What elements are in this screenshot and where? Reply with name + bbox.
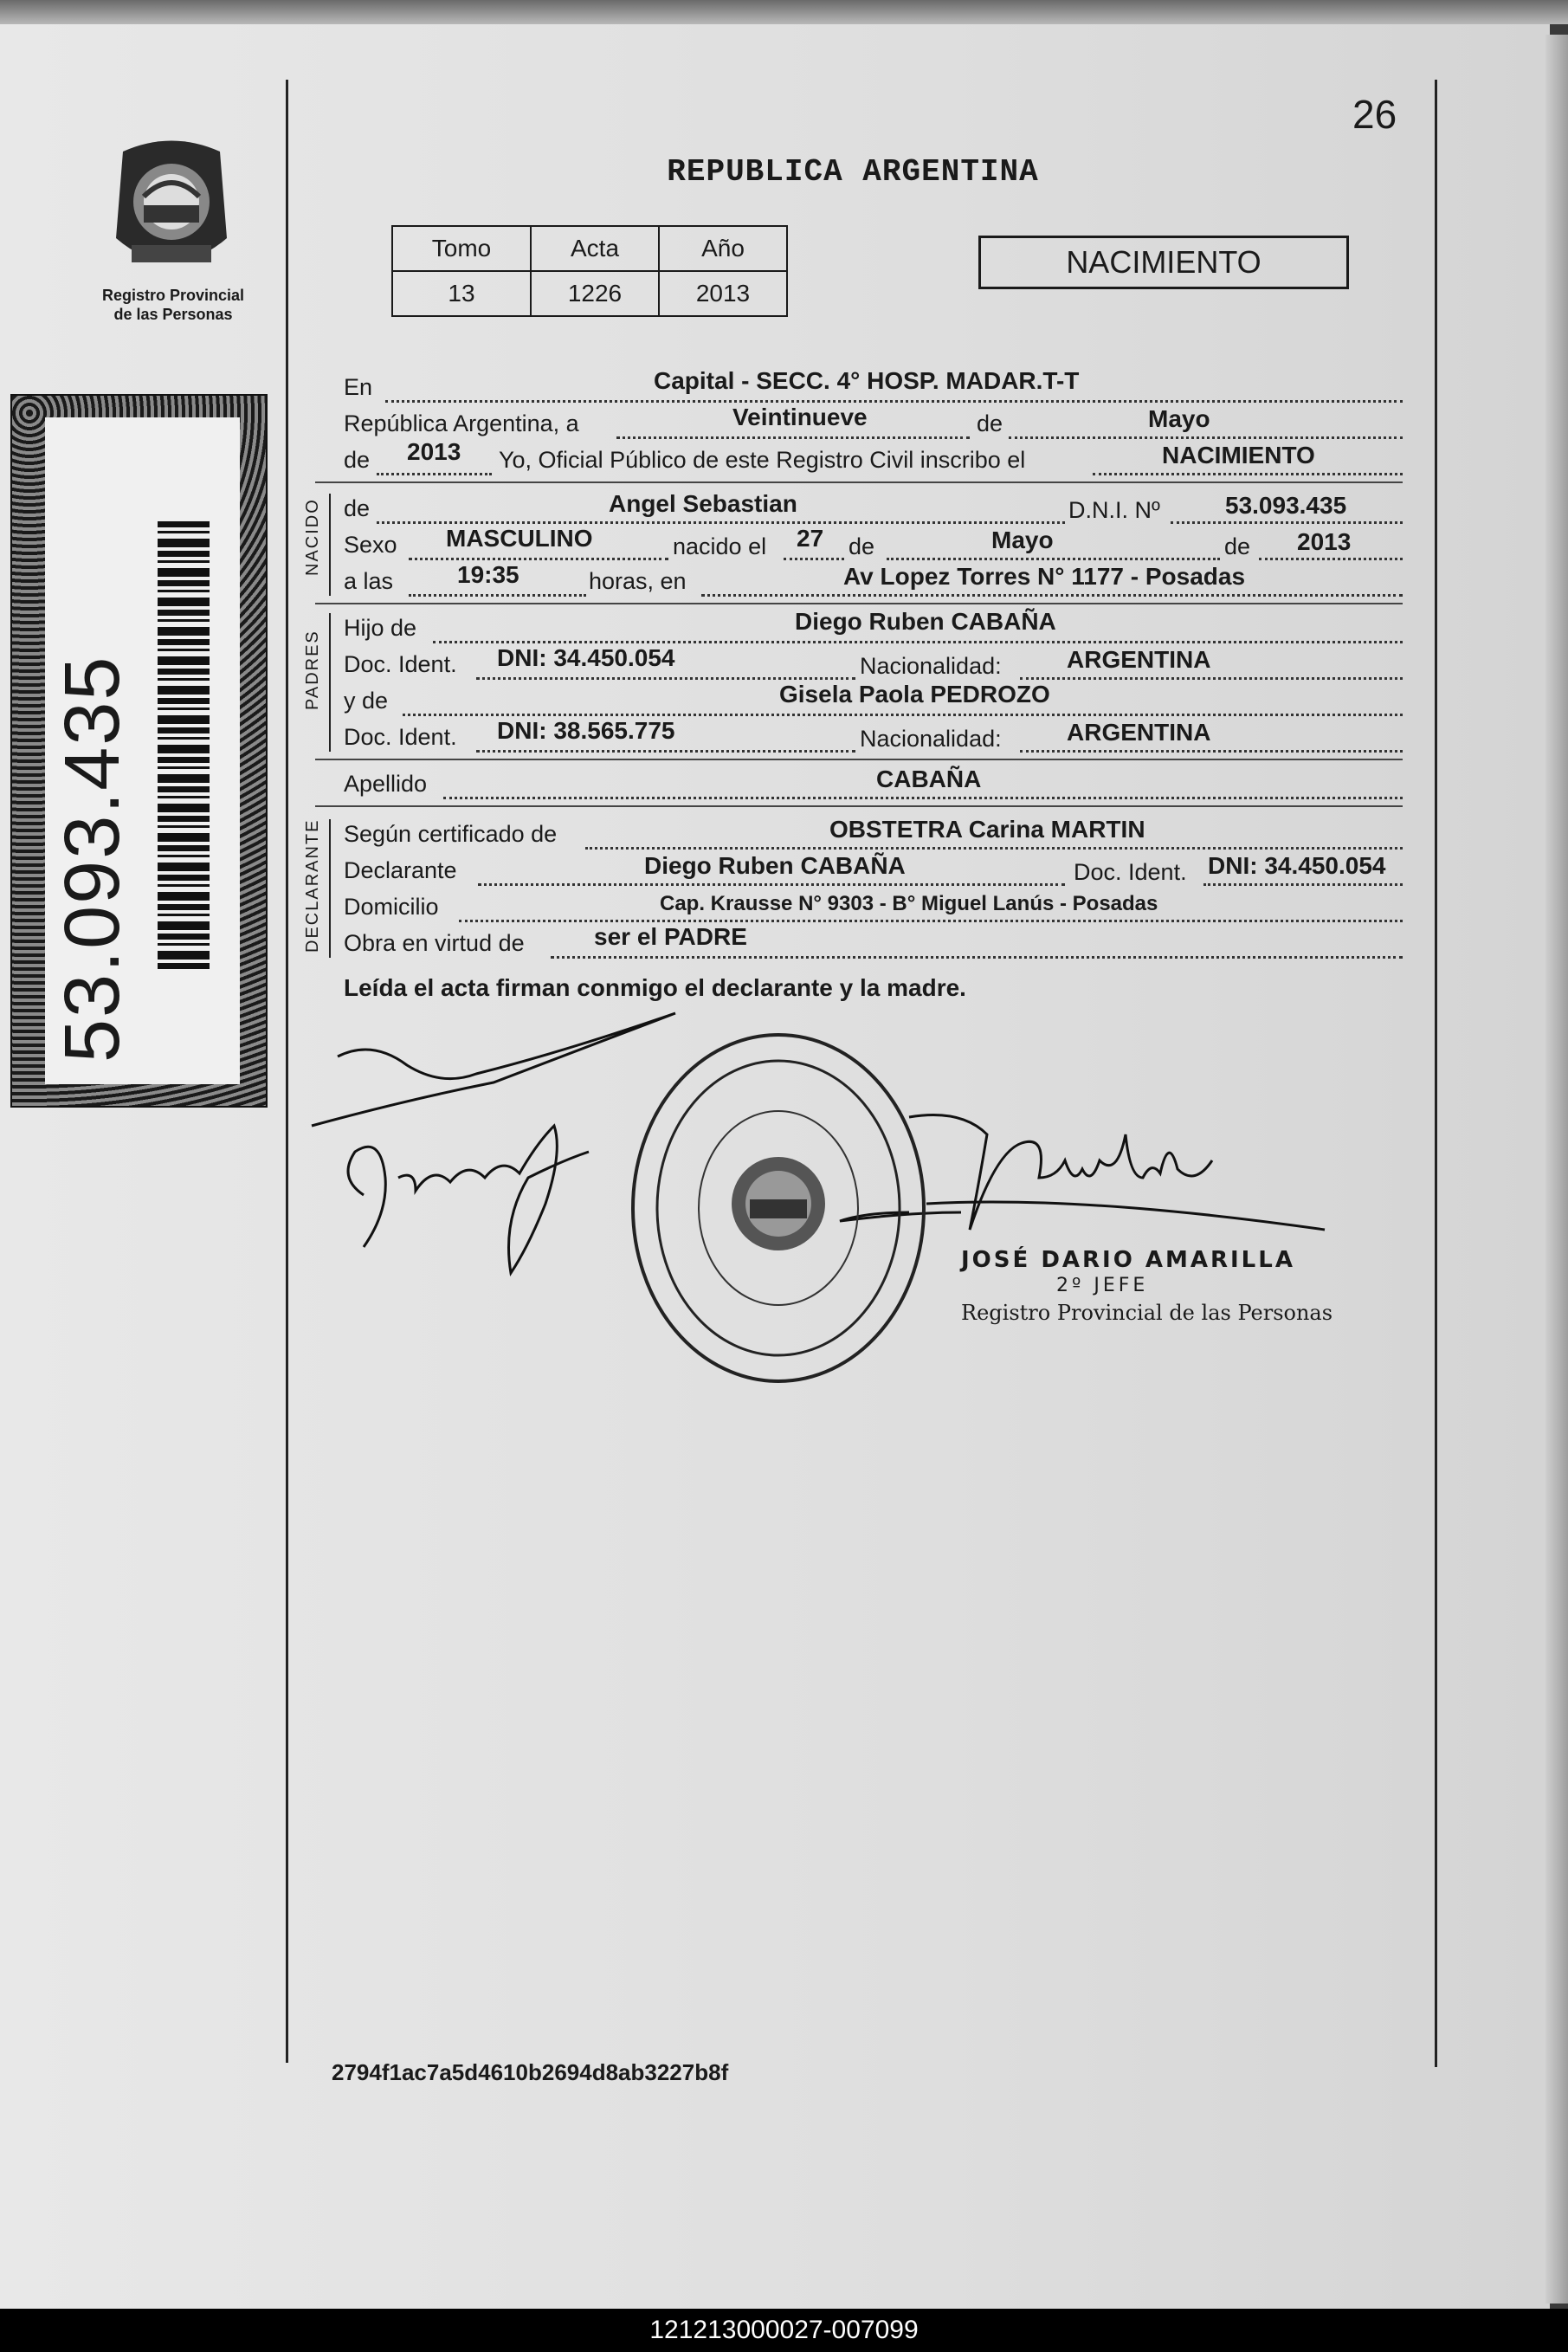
official-role: 2º JEFE [1056,1275,1149,1296]
dotline [377,473,492,475]
label-hijo-de: Hijo de [344,615,417,641]
footer-id: 121213000027-007099 [649,2316,919,2344]
section-divider [315,759,1403,760]
value-madre: Gisela Paola PEDROZO [779,681,1050,708]
value-certificado: OBSTETRA Carina MARTIN [829,816,1145,843]
label-de: de [977,410,1003,436]
value-anio-nac: 2013 [1297,528,1352,555]
label-yo-oficial: Yo, Oficial Público de este Registro Civil inscribo el [499,447,1026,473]
dotline [385,400,1403,403]
section-bracket [329,819,331,958]
dotline [476,750,855,753]
label-segun-certificado: Según certificado de [344,821,558,847]
value-hora: 19:35 [457,561,519,588]
dotline [377,521,1065,524]
province-seal-logo [106,134,237,281]
document-hash: 2794f1ac7a5d4610b2694d8ab3227b8f [332,2059,729,2085]
dotline [616,436,970,439]
dotline [443,797,1403,799]
label-a-las: a las [344,568,394,594]
header-acta: Acta [531,226,659,271]
signature-declarante [312,1013,675,1126]
label-dni: D.N.I. Nº [1068,497,1160,523]
dotline [551,956,1403,959]
signature-madre [348,1126,589,1273]
record-type-box: NACIMIENTO [978,236,1349,289]
value-dia-nac: 27 [797,525,824,552]
dotline [1009,436,1403,439]
dotline [1259,558,1403,560]
dotline [1203,883,1403,886]
value-padre: Diego Ruben CABAÑA [795,608,1056,635]
section-bracket [329,494,331,596]
value-madre-nac: ARGENTINA [1067,719,1211,746]
official-name: JOSÉ DARIO AMARILLA [961,1247,1295,1273]
value-dni: 53.093.435 [1225,492,1347,519]
value-madre-doc: DNI: 38.565.775 [497,717,675,744]
scan-top-edge [0,0,1568,24]
right-margin-rule [1435,80,1437,2067]
dotline [433,641,1403,643]
value-obra: ser el PADRE [594,923,747,950]
value-mes: Mayo [1148,405,1210,432]
logo-caption [82,286,264,324]
label-de-nombre: de [344,495,371,521]
label-de2: de [344,447,371,473]
official-seal [629,1031,928,1386]
value-acto: NACIMIENTO [1162,442,1315,468]
dotline [701,594,1403,597]
label-doc-ident-1: Doc. Ident. [344,651,457,677]
value-anio: 2013 [407,438,461,465]
dotline [784,558,844,560]
label-nacionalidad-1: Nacionalidad: [860,653,1002,679]
registry-table [391,225,788,317]
label-obra-en-virtud: Obra en virtud de [344,930,525,956]
closing-statement: Leída el acta firman conmigo el declarante y la madre. [344,974,966,1001]
header-anio: Año [659,226,787,271]
label-domicilio: Domicilio [344,894,439,920]
label-nacido-el: nacido el [673,533,767,559]
footer-id-bar [0,2309,1568,2352]
section-declarante: DECLARANTE [303,818,322,953]
dotline [459,920,1403,922]
page-edge [1545,35,1568,2304]
value-mes-nac: Mayo [991,527,1054,553]
label-doc-ident-2: Doc. Ident. [344,724,457,750]
left-margin-rule [286,80,288,2063]
value-padre-doc: DNI: 34.450.054 [497,644,675,671]
barcode-label [45,417,240,1084]
document-title: REPUBLICA ARGENTINA [667,154,1039,190]
logo-caption-line2: de las Personas [113,306,233,323]
value-lugar-nac: Av Lopez Torres N° 1177 - Posadas [843,563,1246,590]
label-y-de: y de [344,688,389,714]
section-divider [315,603,1403,604]
label-nacionalidad-2: Nacionalidad: [860,726,1002,752]
barcode-sticker [10,394,268,1108]
section-nacido: NACIDO [303,498,322,576]
label-de-mes: de [849,533,875,559]
dotline [409,558,668,560]
section-divider [315,481,1403,483]
dotline [476,677,855,680]
label-horas-en: horas, en [589,568,687,594]
section-divider [315,805,1403,807]
value-sexo: MASCULINO [446,525,593,552]
barcode-number: 53.093.435 [49,655,136,1063]
dotline [585,847,1403,850]
label-en: En [344,374,373,400]
value-apellido: CABAÑA [876,766,982,792]
value-dia-letras: Veintinueve [732,404,868,430]
dotline [1093,473,1403,475]
value-declarante-doc: DNI: 34.450.054 [1208,852,1386,879]
value-lugar: Capital - SECC. 4° HOSP. MADAR.T-T [654,367,1080,394]
value-acta: 1226 [531,271,659,316]
page-number: 26 [1352,92,1397,137]
label-doc-ident-3: Doc. Ident. [1074,859,1187,885]
official-office: Registro Provincial de las Personas [961,1301,1333,1325]
section-padres: PADRES [303,630,322,710]
dotline [403,714,1403,716]
value-domicilio: Cap. Krausse N° 9303 - B° Miguel Lanús - Posadas [660,892,1158,915]
dotline [1171,521,1403,524]
value-padre-nac: ARGENTINA [1067,646,1211,673]
label-sexo: Sexo [344,532,397,558]
dotline [887,558,1220,560]
barcode-bars [158,521,210,972]
dotline [1020,677,1403,680]
value-anio: 2013 [659,271,787,316]
label-declarante: Declarante [344,857,457,883]
label-republica: República Argentina, a [344,410,579,436]
header-tomo: Tomo [392,226,531,271]
logo-caption-line1: Registro Provincial [101,287,245,304]
value-nombre: Angel Sebastian [609,490,797,517]
section-bracket [329,613,331,752]
dotline [478,883,1065,886]
label-apellido: Apellido [344,771,428,797]
dotline [409,594,586,597]
value-declarante: Diego Ruben CABAÑA [644,852,906,879]
value-tomo: 13 [392,271,531,316]
dotline [1020,750,1403,753]
label-de-anio: de [1224,533,1251,559]
